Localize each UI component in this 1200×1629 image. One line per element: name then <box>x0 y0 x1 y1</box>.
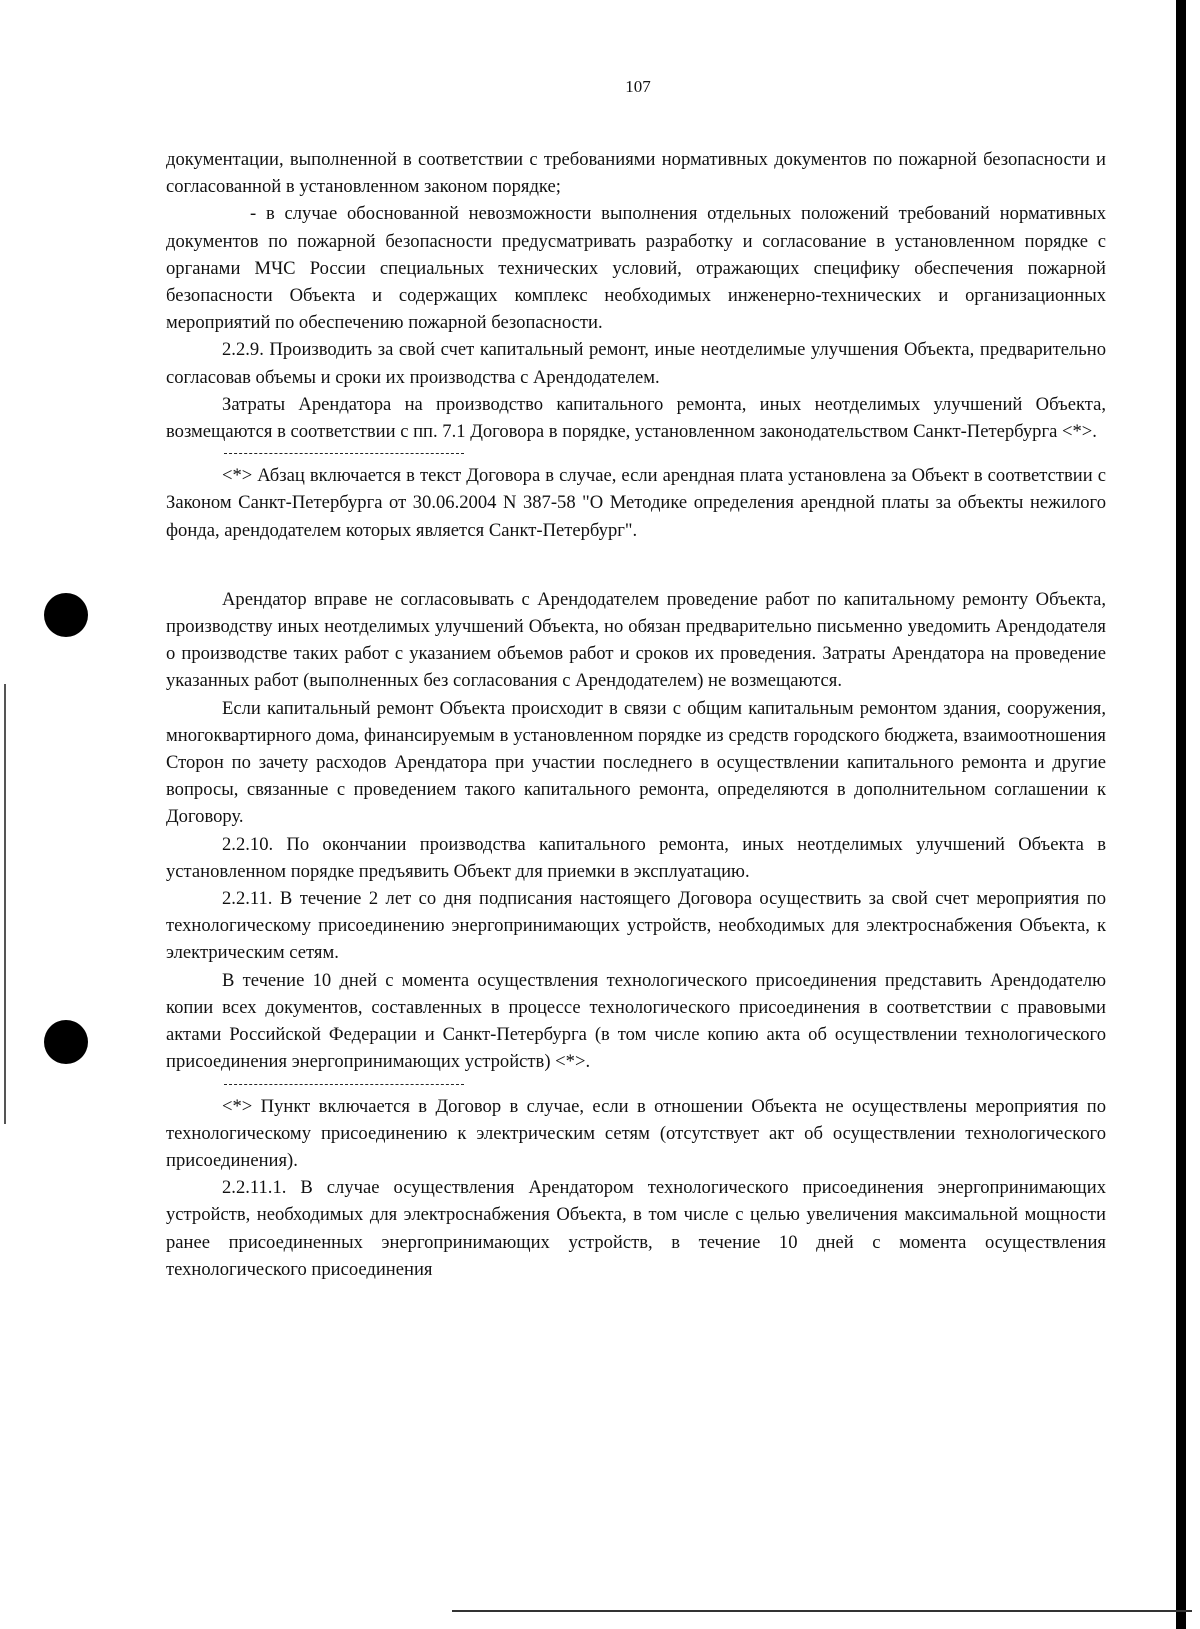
paragraph: В течение 10 дней с момента осуществления технологического присоединения представить Арендодателю копии всех документов, составленных в процессе технологического присоединения в соответствии с правовыми актами Российской Федерации и Санкт-Петербурга (в том числе копию акта об осуществлении технологического присоединения энергопринимающих устройств) <*>. <box>166 969 1106 1073</box>
scan-edge-line <box>4 684 6 1124</box>
footnote-separator <box>224 1084 464 1085</box>
footnote-separator <box>224 453 464 454</box>
scan-bottom-line <box>452 1610 1192 1612</box>
list-item: - в случае обоснованной невозможности выполнения отдельных положений требований нормативных документов по пожарной безопасности предусматривать разработку и согласование в установленном порядке с органами МЧС России специальных технических условий, отражающих специфику обеспечения пожарной безопасности Объекта и содержащих комплекс необходимых инженерно-технических и организационных мероприятий по обеспечению пожарной безопасности. <box>166 203 1106 334</box>
punch-hole <box>44 593 88 637</box>
punch-hole <box>44 1020 88 1064</box>
clause-2-2-11-1: 2.2.11.1. В случае осуществления Арендатором технологического присоединения энергопринимающих устройств, необходимых для электроснабжения Объекта, в том числе с целью увеличения максимальной мощности ранее присоединенных энергопринимающих устройств, в течение 10 дней с момента осуществления технологического присоединения <box>166 1177 1106 1280</box>
paragraph: документации, выполненной в соответствии с требованиями нормативных документов по пожарной безопасности и согласованной в установленном законом порядке; <box>166 149 1106 198</box>
footnote: <*> Абзац включается в текст Договора в случае, если арендная плата установлена за Объект в соответствии с Законом Санкт-Петербурга от 30.06.2004 N 387-58 "О Методике определения арендной платы за объекты нежилого фонда, арендодателем которых является Санкт-Петербург". <box>166 465 1106 541</box>
clause-2-2-9: 2.2.9. Производить за свой счет капитальный ремонт, иные неотделимые улучшения Объекта, предварительно согласовав объемы и сроки их производства с Арендодателем. <box>166 339 1106 388</box>
paragraph: Если капитальный ремонт Объекта происходит в связи с общим капитальным ремонтом здания, сооружения, многоквартирного дома, финансируемым в установленном порядке из средств городского бюджета, взаимоотношения Сторон по зачету расходов Арендатора при участии последнего в осуществлении капитального ремонта и другие вопросы, связанные с проведением такого капитального ремонта, определяются в дополнительном соглашении к Договору. <box>166 697 1106 828</box>
page-number: 107 <box>625 77 651 96</box>
document-body <box>166 146 1106 1283</box>
clause-2-2-11: 2.2.11. В течение 2 лет со дня подписания настоящего Договора осуществить за свой счет мероприятия по технологическому присоединению энергопринимающих устройств, необходимых для электроснабжения Объекта, к электрическим сетям. <box>166 888 1106 964</box>
paragraph: Затраты Арендатора на производство капитального ремонта, иных неотделимых улучшений Объекта, возмещаются в соответствии с пп. 7.1 Договора в порядке, установленном законодательством Санкт-Петербурга <*>. <box>166 393 1106 443</box>
clause-2-2-10: 2.2.10. По окончании производства капитального ремонта, иных неотделимых улучшений Объекта в установленном порядке предъявить Объект для приемки в эксплуатацию. <box>166 833 1106 882</box>
paragraph: Арендатор вправе не согласовывать с Арендодателем проведение работ по капитальному ремонту Объекта, производству иных неотделимых улучшений Объекта, но обязан предварительно письменно уведомить Арендодателя о производстве таких работ с указанием объемов работ и сроков их проведения. Затраты Арендатора на проведение указанных работ (выполненных без согласования с Арендодателем) не возмещаются. <box>166 588 1106 692</box>
footnote: <*> Пункт включается в Договор в случае, если в отношении Объекта не осуществлены мероприятия по технологическому присоединению к электрическим сетям (отсутствует акт об осуществлении технологического присоединения). <box>166 1095 1106 1171</box>
spacer <box>166 544 1106 586</box>
scan-edge-bar <box>1176 0 1186 1629</box>
